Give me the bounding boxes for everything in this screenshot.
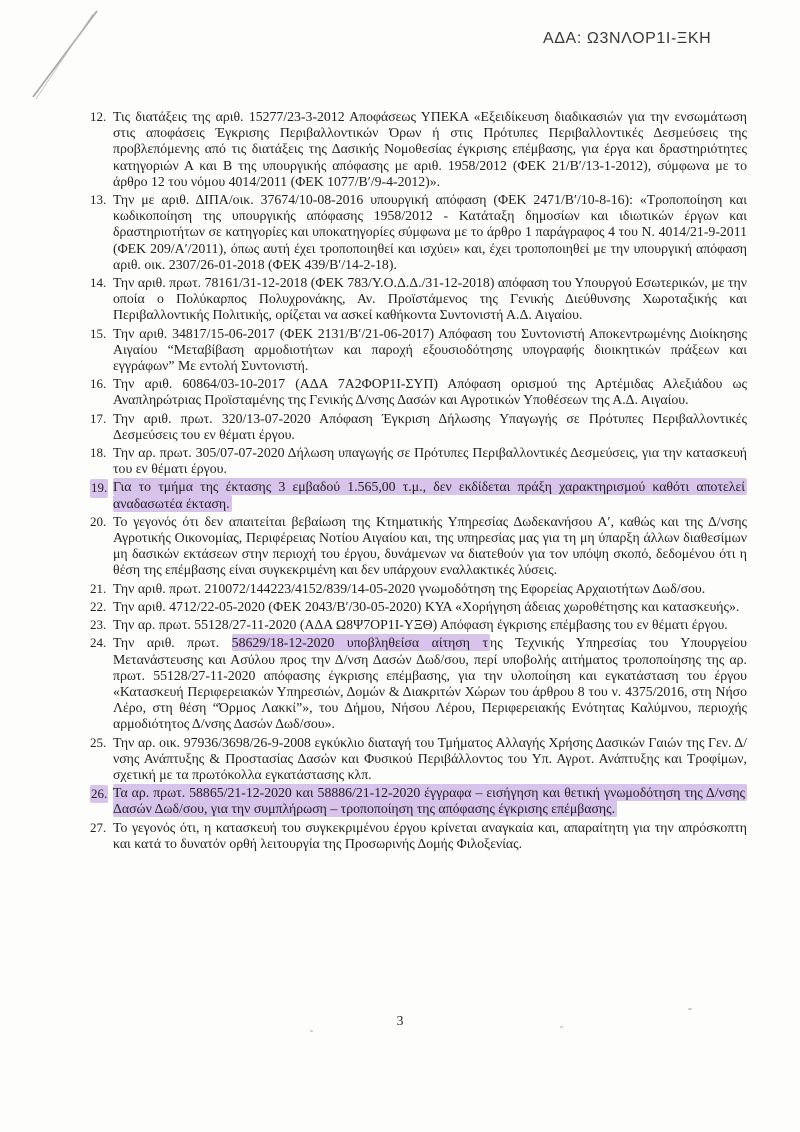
item-number: 25. <box>90 734 107 750</box>
text-run: Το γεγονός ότι δεν απαιτείται βεβαίωση της Κτηματικής Υπηρεσίας Δωδεκανήσου Α′, καθώς και της Δ/νσης Αγροτικής Οικονομίας, Περιφέρειας Νοτίου Αιγαίου και, της υπηρεσίας μας για τη μη ύπαρξη άλλων διαθεσίμων μη δασικών εκτάσεων στην περιοχή του έργου, δυνάμενων να διατεθούν για τον υπόψη σκοπό, δεδομένου ότι η θέση της επέμβασης είναι συγκεκριμένη και δεν υπάρχουν εναλλακτικές λύσεις. <box>113 513 747 578</box>
item-number: 22. <box>90 598 107 614</box>
list-item-13 <box>90 192 747 273</box>
list-item-27 <box>90 820 747 852</box>
text-run: Την αριθ. 4712/22-05-2020 (ΦΕΚ 2043/Β′/30-05-2020) ΚΥΑ «Χορήγηση άδειας χωροθέτησης και κατασκευής». <box>113 598 740 614</box>
list-item-16 <box>90 376 747 408</box>
text-run: ης Τεχνικής Υπηρεσίας του Υπουργείου Μετανάστευσης και Ασύλου προς την Δ/νση Δασών Δωδ/σου, περί υποβολής αιτήματος τροποποίησης της αρ. πρωτ. 55128/27-11-2020 απόφασης έγκρισης επέμβασης, για την υλοποίηση και εγκατάσταση του έργου «Κατασκευή Περιφερειακών Υπηρεσιών, Δομών & Διακριτών Χώρων του άρθρου 8 του ν. 4375/2016, στη Νήσο Λέρο, στη θέση “Όρμος Λακκί”», του Δήμου, Νήσου Λέρου, Περιφερειακής Ενότητας Καλύμνου, περιοχής αρμοδιότητος Δ/νσης Δασών Δωδ/σου». <box>113 635 747 732</box>
highlight-mark: 58629/18-12-2020 υποβληθείσα αίτηση τ <box>231 635 489 651</box>
list-item-25 <box>90 735 747 784</box>
list-item-19 <box>90 479 747 511</box>
text-run: Την αρ. πρωτ. 55128/27-11-2020 (ΑΔΑ Ω8Ψ7ΟΡ1Ι-ΥΞΘ) Απόφαση έγκρισης επέμβασης του εν θέματι έργου. <box>113 617 728 633</box>
item-text <box>113 581 705 596</box>
item-number: 23. <box>90 617 107 633</box>
scan-speck <box>688 1008 692 1010</box>
item-number: 18. <box>90 445 107 461</box>
item-number: 21. <box>90 580 107 596</box>
item-number: 16. <box>90 376 107 392</box>
scan-scratch-mark <box>0 0 140 120</box>
list-item-14 <box>90 275 747 324</box>
item-text <box>113 376 747 407</box>
item-text <box>113 820 747 851</box>
list-item-21 <box>90 581 747 597</box>
text-run: Το γεγονός ότι, η κατασκευή του συγκεκριμένου έργου κρίνεται αναγκαία και, απαραίτητη για την απρόσκοπτη και κατά το δυνατόν ορθή λειτουργία της Προσωρινής Δομής Φιλοξενίας. <box>113 819 747 851</box>
list-item-22 <box>90 599 747 615</box>
item-number: 15. <box>90 325 107 341</box>
item-text <box>113 735 747 782</box>
item-number: 20. <box>90 513 107 529</box>
text-run: Τις διατάξεις της αριθ. 15277/23-3-2012 Αποφάσεως ΥΠΕΚΑ «Εξειδίκευση διαδικασιών για την ενσωμάτωση στις αποφάσεις Έγκρισης Περιβαλλοντικών Όρων ή στις Πρότυπες Περιβαλλοντικές Δεσμεύσεις της προβλεπόμενης από τις διατάξεις της Δασικής Νομοθεσίας έγκρισης επέμβασης, για έργα και δραστηριότητες κατηγοριών Α και Β της υπουργικής απόφασης με αριθ. 1958/2012 (ΦΕΚ 21/Β′/13-1-2012), σύμφωνα με το άρθρο 12 του νόμου 4014/2011 (ΦΕΚ 1077/Β′/9-4-2012)». <box>113 109 747 189</box>
item-text <box>113 411 747 442</box>
list-item-17 <box>90 411 747 443</box>
list-item-23 <box>90 617 747 633</box>
item-number: 14. <box>90 275 107 291</box>
scan-speck <box>310 1030 313 1032</box>
text-run: Την αρ. πρωτ. 305/07-07-2020 Δήλωση υπαγωγής σε Πρότυπες Περιβαλλοντικές Δεσμεύσεις, για την κατασκευή του εν θέματι έργου. <box>113 445 747 477</box>
item-number: 12. <box>90 109 107 124</box>
highlight-mark: Για το τμήμα της έκτασης 3 εμβαδού 1.565,00 τ.μ., δεν εκδίδεται πράξη χαρακτηρισμού καθότι αποτελεί αναδασωτέα έκταση. <box>113 479 745 511</box>
text-run: Την αριθ. πρωτ. 320/13-07-2020 Απόφαση Έγκριση Δήλωσης Υπαγωγής σε Πρότυπες Περιβαλλοντικές Δεσμεύσεις του εν θέματι έργου. <box>113 410 747 442</box>
item-number: 19. <box>90 479 108 497</box>
item-text <box>113 617 728 632</box>
item-number: 27. <box>90 819 107 835</box>
list-item-12 <box>90 109 747 190</box>
ada-code: ΑΔΑ: Ω3ΝΛΟΡ1Ι-ΞΚΗ <box>543 30 712 47</box>
text-run: Την αρ. οικ. 97936/3698/26-9-2008 εγκύκλιο διαταγή του Τμήματος Αλλαγής Χρήσης Δασικών Γαιών της Γεν. Δ/νσης Ανάπτυξης & Προστασίας Δασών και Φυσικού Περιβάλλοντος του Υπ. Αγροτ. Ανάπτυξης και Τροφίμων, σχετική με τα πρωτόκολλα εγκατάστασης κλπ. <box>113 734 747 782</box>
list-item-24 <box>90 635 747 732</box>
item-text <box>113 634 747 731</box>
item-text <box>113 192 747 272</box>
highlight-mark: Τα αρ. πρωτ. 58865/21-12-2020 και 58886/21-12-2020 έγγραφα – εισήγηση και θετική γνωμοδότηση της Δ/νσης Δασών Δωδ/σου, για την συμπλήρωση – τροποποίηση της απόφασης έγκρισης επέμβασης. <box>113 785 745 817</box>
item-text <box>113 514 747 578</box>
item-text <box>113 275 747 322</box>
text-run: Την αριθ. 60864/03-10-2017 (ΑΔΑ 7Α2ΦΟΡ1Ι-ΣΥΠ) Απόφαση ορισμού της Αρτέμιδας Αλεξιάδου ως Αναπληρώτριας Προϊσταμένης της Γενικής Δ/νσης Δασών και Αγροτικών Υποθέσεων της Α.Δ. Αιγαίου. <box>113 376 747 408</box>
list-item-20 <box>90 514 747 579</box>
numbered-list <box>90 109 747 854</box>
item-text <box>113 109 747 189</box>
item-number: 24. <box>90 635 107 651</box>
item-text <box>113 599 739 614</box>
text-run: Την με αριθ. ΔΙΠΑ/οικ. 37674/10-08-2016 υπουργική απόφαση (ΦΕΚ 2471/Β′/10-8-16): «Τροποποίηση και κωδικοποίηση της υπουργικής απόφασης 1958/2012 - Κατάταξη δημοσίων και ιδιωτικών έργων και δραστηριοτήτων σε κατηγορίες και υποκατηγορίες σύμφωνα με το άρθρο 1 παράγραφος 4 του Ν. 4014/21-9-2011 (ΦΕΚ 209/Α′/2011), όπως αυτή έχει τροποποιηθεί και ισχύει» και, έχει τροποποιηθεί με την υπουργική απόφαση αριθ. οικ. 2307/26-01-2018 (ΦΕΚ 439/Β′/14-2-18). <box>113 192 747 272</box>
item-text <box>113 445 747 476</box>
item-text <box>113 784 747 817</box>
text-run: Την αριθ. πρωτ. <box>113 635 232 651</box>
list-item-18 <box>90 445 747 477</box>
item-text <box>113 326 747 373</box>
page-number: 3 <box>396 1014 404 1029</box>
item-number: 17. <box>90 410 107 426</box>
item-number: 26. <box>90 785 108 803</box>
list-item-26 <box>90 785 747 817</box>
text-run: Την αριθ. πρωτ. 210072/144223/4152/839/14-05-2020 γνωμοδότηση της Εφορείας Αρχαιοτήτων Δωδ/σου. <box>113 580 706 596</box>
item-number: 13. <box>90 192 107 208</box>
text-run: Την αριθ. 34817/15-06-2017 (ΦΕΚ 2131/Β′/21-06-2017) Απόφαση του Συντονιστή Αποκεντρωμένης Διοίκησης Αιγαίου “Μεταβίβαση αρμοδιοτήτων και παροχή εξουσιοδότησης υπογραφής διοικητικών πράξεων και εγγράφων” Με εντολή Συντονιστή. <box>113 325 747 374</box>
item-text <box>113 478 747 511</box>
text-run: Την αριθ. πρωτ. 78161/31-12-2018 (ΦΕΚ 783/Υ.Ο.Δ.Δ./31-12-2018) απόφαση του Υπουργού Εσωτερικών, με την οποία ο Πολύκαρπος Πολυχρονάκης, Αν. Προϊστάμενος της Γενικής Διεύθυνσης Χωροταξικής και Περιβαλλοντικής Πολιτικής, ορίζεται να ασκεί καθήκοντα Συντονιστή Α.Δ. Αιγαίου. <box>113 275 747 323</box>
scan-speck <box>560 1026 563 1028</box>
list-item-15 <box>90 326 747 375</box>
